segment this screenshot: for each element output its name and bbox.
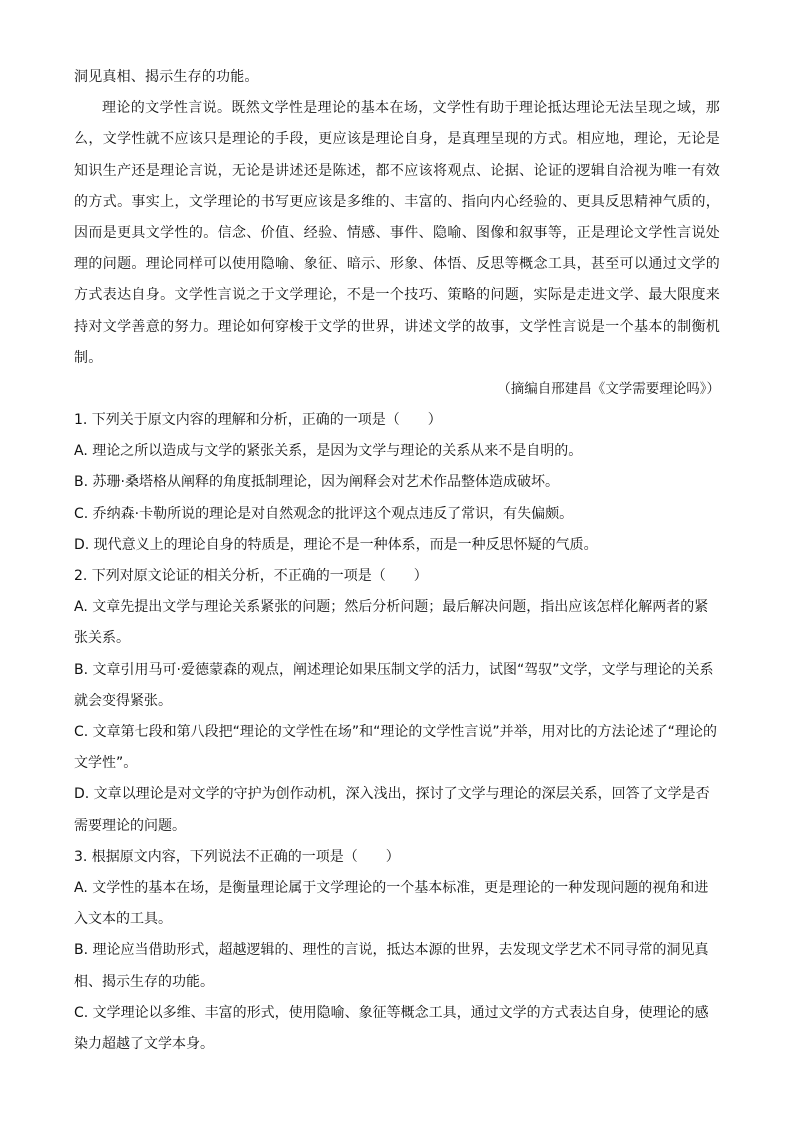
option-d: D. 文章以理论是对文学的守护为创作动机，深入浅出，探讨了文学与理论的深层关系，回答了文学是否需要理论的问题。 [74, 786, 710, 834]
option-c: C. 乔纳森·卡勒所说的理论是对自然观念的批评这个观点违反了常识，有失偏颇。 [74, 505, 574, 522]
passage-excerpt [74, 62, 720, 374]
option-c: C. 文章第七段和第八段把“理论的文学性在场”和“理论的文学性言说”并举，用对比的方法论述了“理论的文学性”。 [74, 724, 717, 772]
source-citation: （摘编自邢建昌《文学需要理论吗》） [497, 381, 720, 398]
option-b: B. 理论应当借助形式，超越逻辑的、理性的言说，抵达本源的世界，去发现文学艺术不同寻常的洞见真相、揭示生存的功能。 [74, 942, 709, 990]
question-list [74, 405, 720, 1060]
question-stem: 1. 下列关于原文内容的理解和分析，正确的一项是（ ） [74, 412, 442, 429]
passage-paragraph: 理论的文学性言说。既然文学性是理论的基本在场，文学性有助于理论抵达理论无法呈现之域，那么，文学性就不应该只是理论的手段，更应该是理论自身，是真理呈现的方式。相应地，理论，无论是知识生产还是理论言说，无论是讲述还是陈述，都不应该将观点、论据、论证的逻辑自洽视为唯一有效的方式。事实上，文学理论的书写更应该是多维的、丰富的、指向内心经验的、更具反思精神气质的，因而是更具文学性的。信念、价值、经验、情感、事件、隐喻、图像和叙事等，正是理论文学性言说处理的问题。理论同样可以使用隐喻、象征、暗示、形象、体悟、反思等概念工具，甚至可以通过文学的方式表达自身。文学性言说之于文学理论，不是一个技巧、策略的问题，实际是走进文学、最大限度来持对文学善意的努力。理论如何穿梭于文学的世界，讲述文学的故事，文学性言说是一个基本的制衡机制。 [74, 100, 720, 366]
question-2 [74, 561, 720, 842]
question-1 [74, 405, 720, 561]
question-stem: 3. 根据原文内容，下列说法不正确的一项是（ ） [74, 848, 400, 865]
option-a: A. 文章先提出文学与理论关系紧张的问题；然后分析问题；最后解决问题，指出应该怎样化解两者的紧张关系。 [74, 599, 709, 647]
option-d: D. 现代意义上的理论自身的特质是，理论不是一种体系，而是一种反思怀疑的气质。 [74, 536, 598, 553]
question-3 [74, 842, 720, 1060]
option-a: A. 文学性的基本在场，是衡量理论属于文学理论的一个基本标准，更是理论的一种发现问题的视角和进入文本的工具。 [74, 880, 709, 928]
option-b: B. 苏珊·桑塔格从阐释的角度抵制理论，因为阐释会对艺术作品整体造成破坏。 [74, 474, 559, 491]
option-a: A. 理论之所以造成与文学的紧张关系，是因为文学与理论的关系从来不是自明的。 [74, 443, 583, 460]
question-stem: 2. 下列对原文论证的相关分析，不正确的一项是（ ） [74, 568, 428, 585]
option-c: C. 文学理论以多维、丰富的形式，使用隐喻、象征等概念工具，通过文学的方式表达自身，使理论的感染力超越了文学本身。 [74, 1004, 709, 1053]
passage-intro-line: 洞见真相、揭示生存的功能。 [74, 69, 259, 85]
option-b: B. 文章引用马可·爱德蒙森的观点，阐述理论如果压制文学的活力，试图“驾驭”文学，文学与理论的关系就会变得紧张。 [74, 661, 714, 709]
